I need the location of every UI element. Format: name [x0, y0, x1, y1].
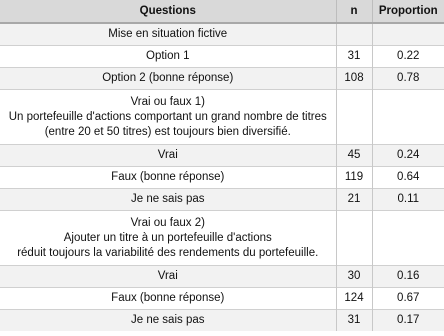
question-cell: Option 1	[0, 46, 336, 68]
question-cell: Mise en situation fictive	[0, 23, 336, 46]
question-cell: Option 2 (bonne réponse)	[0, 68, 336, 90]
table-row	[0, 68, 444, 90]
header-questions: Questions	[0, 0, 336, 23]
proportion-cell: 0.78	[372, 68, 444, 90]
table-row	[0, 189, 444, 211]
n-cell: 31	[336, 310, 372, 332]
n-cell: 124	[336, 288, 372, 310]
n-cell: 119	[336, 167, 372, 189]
n-cell: 108	[336, 68, 372, 90]
header-n: n	[336, 0, 372, 23]
question-cell: Vrai	[0, 145, 336, 167]
n-cell: 21	[336, 189, 372, 211]
n-cell: 45	[336, 145, 372, 167]
n-cell: 31	[336, 46, 372, 68]
question-cell: Faux (bonne réponse)	[0, 167, 336, 189]
proportion-cell: 0.16	[372, 266, 444, 288]
proportion-cell	[372, 23, 444, 46]
table-row	[0, 167, 444, 189]
table-row	[0, 90, 444, 145]
n-cell	[336, 211, 372, 266]
n-cell	[336, 90, 372, 145]
question-cell: Vrai	[0, 266, 336, 288]
proportion-cell: 0.64	[372, 167, 444, 189]
table-row	[0, 23, 444, 46]
table-row	[0, 145, 444, 167]
question-cell: Vrai ou faux 2) Ajouter un titre à un portefeuille d'actions réduit toujours la variabilité des rendements du portefeuille.	[0, 211, 336, 266]
header-proportion: Proportion	[372, 0, 444, 23]
question-cell: Je ne sais pas	[0, 310, 336, 332]
n-cell: 30	[336, 266, 372, 288]
table-row	[0, 288, 444, 310]
proportion-cell: 0.11	[372, 189, 444, 211]
question-cell: Vrai ou faux 1) Un portefeuille d'actions comportant un grand nombre de titres (entre 20 et 50 titres) est toujours bien diversifié.	[0, 90, 336, 145]
table-row	[0, 46, 444, 68]
n-cell	[336, 23, 372, 46]
header-row	[0, 0, 444, 23]
proportion-cell	[372, 90, 444, 145]
table-row	[0, 211, 444, 266]
proportion-cell: 0.22	[372, 46, 444, 68]
question-cell: Je ne sais pas	[0, 189, 336, 211]
proportion-cell: 0.17	[372, 310, 444, 332]
table-row	[0, 266, 444, 288]
table-row	[0, 310, 444, 332]
question-cell: Faux (bonne réponse)	[0, 288, 336, 310]
proportion-cell: 0.67	[372, 288, 444, 310]
proportion-cell	[372, 211, 444, 266]
proportion-cell: 0.24	[372, 145, 444, 167]
